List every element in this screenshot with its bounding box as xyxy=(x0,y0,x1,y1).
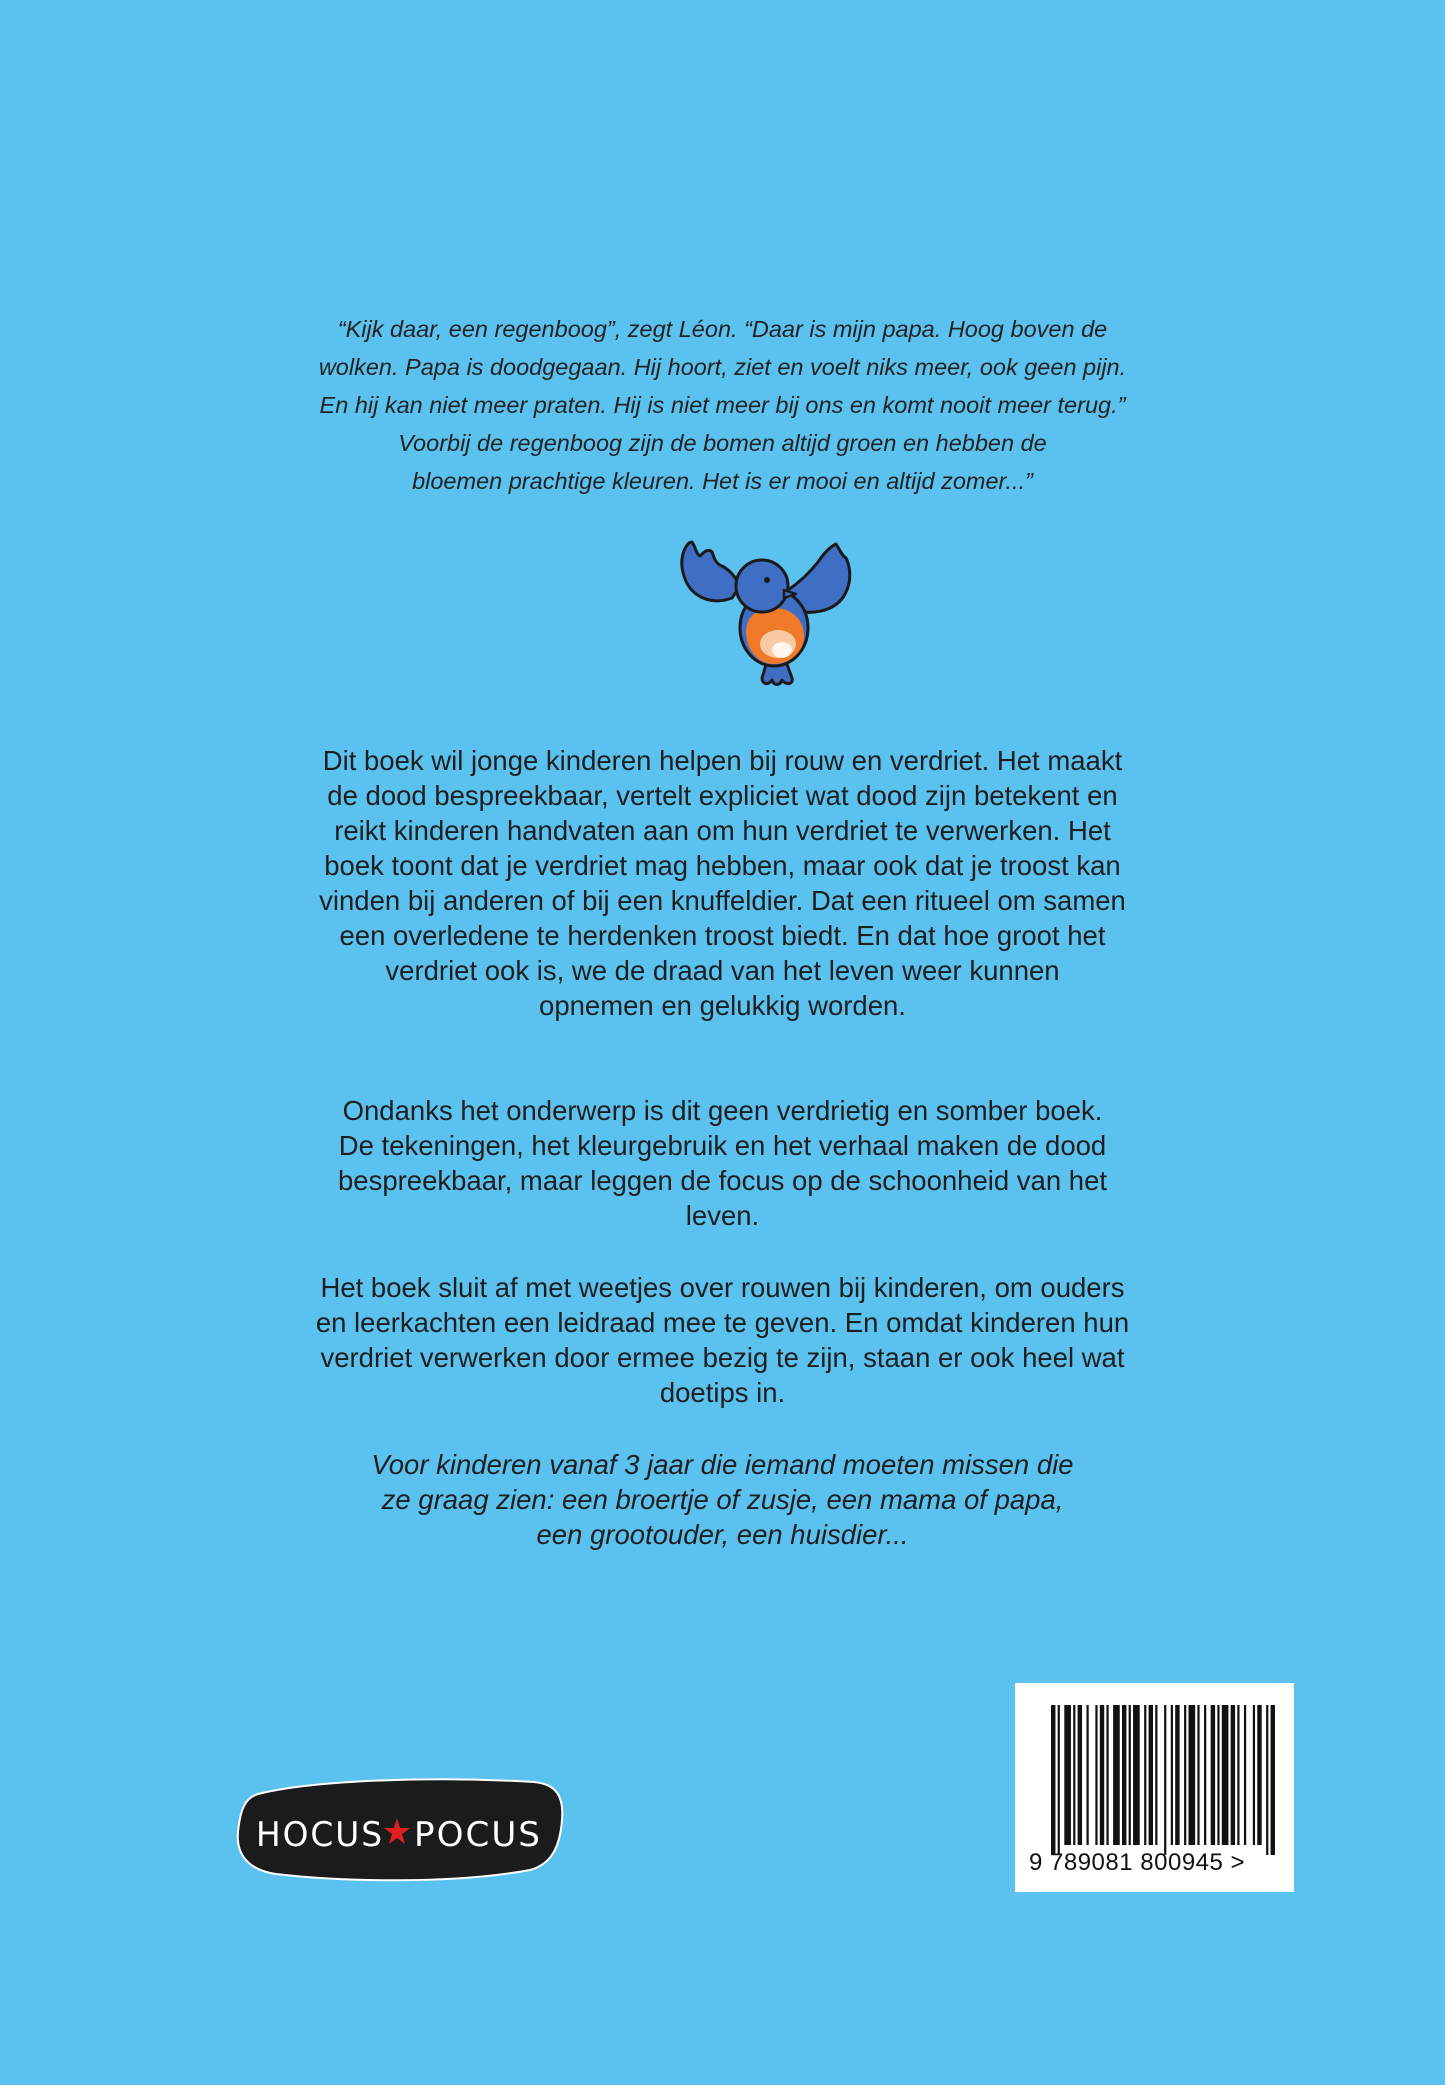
logo-text-left: HOCUS xyxy=(256,1815,384,1855)
barcode-bar xyxy=(1204,1705,1206,1845)
barcode-bar xyxy=(1073,1705,1075,1845)
text-line: een overledene te herdenken troost biedt. En dat hoe groot het xyxy=(339,920,1106,951)
barcode-bar xyxy=(1064,1705,1071,1845)
text-line: De tekeningen, het kleurgebruik en het verhaal maken de dood xyxy=(338,1130,1107,1161)
barcode-bar xyxy=(1222,1705,1229,1845)
text-line: en leerkachten een leidraad mee te geven. En omdat kinderen hun xyxy=(315,1307,1130,1338)
barcode-bar xyxy=(1149,1705,1153,1845)
quote-line: wolken. Papa is doodgegaan. Hij hoort, ziet en voelt niks meer, ook geen pijn. xyxy=(318,354,1127,380)
quote-line: En hij kan niet meer praten. Hij is niet meer bij ons en komt nooit meer terug.” xyxy=(319,392,1126,418)
description-paragraph-1 xyxy=(300,743,1145,1023)
text-line: vinden bij anderen of bij een knuffeldier. Dat een ritueel om samen xyxy=(319,885,1126,916)
text-line: de dood bespreekbaar, vertelt expliciet wat dood zijn betekent en xyxy=(327,780,1118,811)
barcode-bar xyxy=(1133,1705,1140,1845)
barcode-bar xyxy=(1171,1705,1173,1845)
text-line: verdriet verwerken door ermee bezig te zijn, staan er ook heel wat xyxy=(320,1342,1125,1373)
barcode-bar xyxy=(1175,1705,1179,1845)
text-line: reikt kinderen handvaten aan om hun verdriet te verwerken. Het xyxy=(334,815,1111,846)
barcode-bar xyxy=(1078,1705,1082,1845)
text-line: Voor kinderen vanaf 3 jaar die iemand moeten missen die xyxy=(371,1449,1074,1480)
barcode-bar xyxy=(1217,1705,1219,1845)
barcode-bar xyxy=(1113,1705,1120,1845)
barcode-bar xyxy=(1122,1705,1126,1845)
hocus-pocus-logo xyxy=(234,1774,566,1884)
quote-line: “Kijk daar, een regenboog”, zegt Léon. “Daar is mijn papa. Hoog boven de xyxy=(337,316,1108,342)
bird-eye xyxy=(764,577,770,583)
logo-text-right: POCUS xyxy=(414,1815,542,1855)
barcode-bars xyxy=(1051,1705,1275,1855)
barcode-bar xyxy=(1100,1705,1104,1845)
barcode-bar xyxy=(1164,1705,1166,1855)
barcode-bar xyxy=(1058,1705,1060,1855)
isbn-number: 9 789081 800945 > xyxy=(1029,1849,1246,1876)
text-line: Het boek sluit af met weetjes over rouwen bij kinderen, om ouders xyxy=(320,1272,1125,1303)
text-line: Ondanks het onderwerp is dit geen verdrietig en somber boek. xyxy=(342,1095,1103,1126)
text-line: verdriet ook is, we de draad van het leven weer kunnen xyxy=(385,955,1060,986)
barcode-bar xyxy=(1144,1705,1146,1845)
bluebird-icon xyxy=(670,528,870,708)
barcode-bar xyxy=(1197,1705,1199,1845)
description-paragraph-3 xyxy=(300,1270,1145,1410)
barcode-bar xyxy=(1211,1705,1215,1845)
barcode-bar xyxy=(1253,1705,1255,1845)
text-line: Dit boek wil jonge kinderen helpen bij rouw en verdriet. Het maakt xyxy=(322,745,1123,776)
isbn-barcode xyxy=(1015,1683,1294,1892)
text-line: doetips in. xyxy=(659,1377,786,1408)
barcode-bar xyxy=(1237,1705,1239,1845)
barcode-bar xyxy=(1086,1705,1088,1845)
quote-line: Voorbij de regenboog zijn de bomen altijd groen en hebben de xyxy=(398,430,1047,456)
barcode-bar xyxy=(1271,1705,1275,1855)
barcode-bar xyxy=(1257,1705,1261,1845)
barcode-bar xyxy=(1129,1705,1131,1845)
bird-left-wing xyxy=(682,542,740,601)
barcode-bar xyxy=(1051,1705,1055,1855)
barcode-bar xyxy=(1244,1705,1246,1845)
audience-note xyxy=(300,1447,1145,1552)
back-cover-quote xyxy=(300,310,1145,500)
text-line: ze graag zien: een broertje of zusje, een mama of papa, xyxy=(381,1484,1064,1515)
barcode-bar xyxy=(1189,1705,1196,1845)
bird-head xyxy=(736,560,788,612)
barcode-bar xyxy=(1231,1705,1235,1845)
text-line: bespreekbaar, maar leggen de focus op de schoonheid van het xyxy=(337,1165,1108,1196)
barcode-bar xyxy=(1184,1705,1186,1845)
barcode-bar xyxy=(1155,1705,1157,1845)
text-line: een grootouder, een huisdier... xyxy=(536,1519,909,1550)
text-line: opnemen en gelukkig worden. xyxy=(539,990,906,1021)
quote-line: bloemen prachtige kleuren. Het is er mooi en altijd zomer...” xyxy=(412,468,1033,494)
text-line: leven. xyxy=(685,1200,760,1231)
text-line: boek toont dat je verdriet mag hebben, maar ook dat je troost kan xyxy=(324,850,1121,881)
barcode-bar xyxy=(1106,1705,1108,1845)
description-paragraph-2 xyxy=(300,1093,1145,1233)
barcode-bar xyxy=(1095,1705,1097,1845)
barcode-bar xyxy=(1266,1705,1268,1855)
